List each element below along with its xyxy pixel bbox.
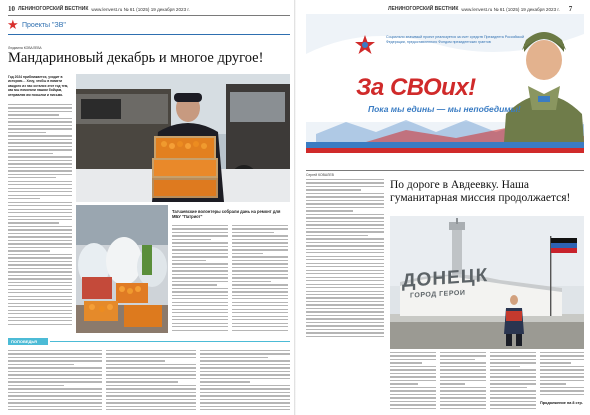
continued-note: Продолжение на 8 стр. <box>540 401 583 405</box>
project-tag <box>8 20 66 31</box>
right-author: Сергей КОВАЛЕВ <box>306 173 334 177</box>
left-body-column-1 <box>8 104 72 334</box>
right-body-column-1 <box>306 179 384 349</box>
left-body-column-3 <box>232 225 288 333</box>
right-body-column-4 <box>490 352 536 410</box>
star-logo-icon <box>8 20 19 31</box>
left-body-column-2 <box>172 225 228 333</box>
right-body-column-3 <box>440 352 486 410</box>
project-rule <box>8 34 290 35</box>
left-lede: Год 2024 приближается, уходит в историю… Хочу, чтобы в памяти каждого из нас остался этот год тем, как мы помогали нашим бойцам, отправляя им посылки и письма. <box>8 75 69 97</box>
project-banner <box>306 14 584 162</box>
photo-volunteer-with-tangerines <box>76 74 290 202</box>
left-masthead: ЛЕНИНОГОРСКИЙ ВЕСТНИК <box>18 6 89 12</box>
right-running-head <box>388 4 572 14</box>
section-band-rule <box>50 341 290 342</box>
banner-intro: Социально значимый проект реализуется за счет средств Президента Российской Федерации, предоставленного Фондом президентских грантов <box>386 35 525 44</box>
right-body-column-2 <box>390 352 436 410</box>
right-body-column-5 <box>540 352 584 396</box>
bottom-column-3 <box>200 350 290 410</box>
right-author-rule <box>306 170 584 171</box>
fund-star-logo-icon <box>354 34 376 56</box>
sign-text-main: ДОНЕЦК <box>402 264 489 293</box>
photo-caption: Тагчаевские волонтеры собрали дань на ремонт для МБУ "Патриот" <box>172 209 281 219</box>
banner-subtitle: Пока мы едины — мы непобедимы! <box>368 104 521 114</box>
right-masthead-details: www.lenvest.ru № 61 (1025) 19 декабря 2023 г. <box>461 6 560 12</box>
left-running-head <box>8 4 190 14</box>
left-masthead-details: www.lenvest.ru № 61 (1025) 19 декабря 2023 г. <box>91 6 190 12</box>
left-head-rule <box>8 15 290 16</box>
project-label: Проекты "ЗВ" <box>22 22 66 29</box>
sign-text-sub: ГОРОД ГЕРОЙ <box>410 289 466 300</box>
left-page-number: 10 <box>8 5 15 13</box>
left-author: Людмила КОВАЛЕВА <box>8 46 42 50</box>
right-masthead: ЛЕНИНОГОРСКИЙ ВЕСТНИК <box>388 6 459 12</box>
right-page-number: 7 <box>568 5 573 13</box>
section-band: ПОПОВЕДЬЯ <box>8 338 48 345</box>
page-gutter <box>294 0 296 415</box>
left-headline: Мандариновый декабрь и многое другое! <box>8 50 264 66</box>
bottom-column-1 <box>8 350 102 410</box>
banner-title: За СВОих! <box>356 74 476 101</box>
right-headline: По дороге в Авдеевку. Наша гуманитарная миссия продолжается! <box>390 179 571 204</box>
bottom-column-2 <box>106 350 196 410</box>
photo-collected-aid <box>76 205 168 333</box>
